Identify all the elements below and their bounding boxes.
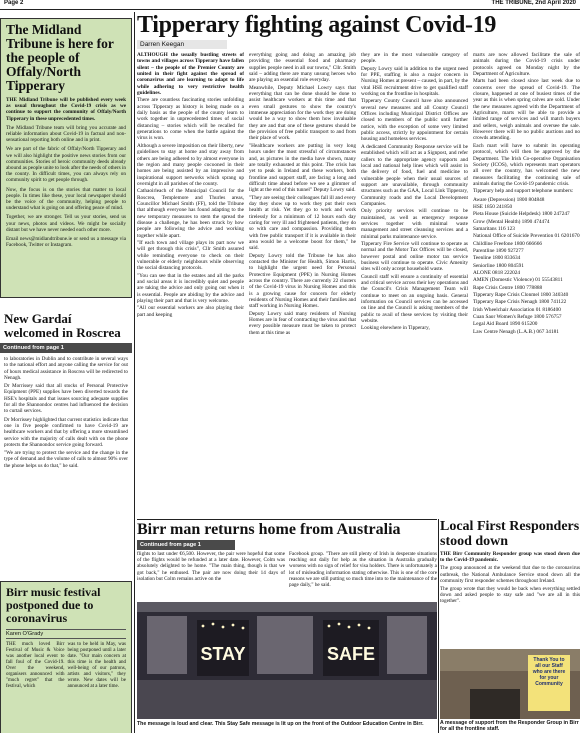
helpline-item: Tipperary Rape Crisis Clonmel 1800 340340: [473, 292, 569, 299]
article-column: [473, 52, 580, 514]
article-paragraph: There are countless fascinating stories unfolding across Tipperary as history is being made on a daily basis as the people of the county learn to work together in unprecedented times of social distancing – stories which will be recalled for generations to come when the battle against the virus is won.: [137, 97, 244, 142]
article-column: [137, 52, 244, 514]
gardai-paragraph: "We are trying to protect the service and the change in the type of demand and the volume of calls to almost 90% over the phone helps us do that," he said.: [4, 450, 128, 469]
main-article: [137, 12, 580, 517]
responder-illustration: [440, 649, 580, 719]
stay-safe-illustration: [137, 602, 437, 719]
left-sidebar: [0, 18, 132, 733]
article-paragraph: Marts had been closed since last week due to concerns over the spread of Covid-19. The closure, happened at one of busiest times of the year as this is when spring calves are sold. Under the new measures agreed with the Department of Agriculture, marts will be able to provide a limited range of services and will match buyers and sellers, weigh animals and oversee the sale. However there will be no public auctions and no crowds attending.: [473, 78, 580, 142]
article-paragraph: Looking elsewhere in Tipperary,: [361, 325, 430, 332]
helpline-item: Seniorline 1800 804591: [473, 262, 524, 269]
helpline-item: Irish Wheelchair Association 01 8186400: [473, 306, 561, 313]
helpline-item: Pieta House (Suicide Helpdesk) 1800 247247: [473, 211, 570, 218]
article-paragraph: Cathaoirleach of the Municipal Council for the Roscrea, Templemore and Thurles areas, Councillor Michael Smith (FF), told the Tribune that although everyone has found adapting to the new temporary measures to stem the spread the disease a challenge, he has been struck by how people are following the advice and working together while apart.: [137, 188, 244, 239]
photo-caption: The message is loud and clear. This Stay Safe message is lit up on the front of the Outdoor Education Centre in Birr.: [137, 721, 424, 727]
sign-text: Thank You to all our Staff who are there for your Community: [532, 657, 566, 687]
article-paragraph: "If each town and village plays its part now we will get through this crisis", Cllr Smith assured while reminding everyone to check on their vulnerable or elderly neighbours while observing the social distancing protocols.: [137, 239, 244, 272]
photo-caption: A message of support from the Responder Group in Birr for all the frontline staff.: [440, 720, 579, 732]
helpline-item: Rape Crisis Centre 1800 778888: [473, 284, 543, 291]
helpline-item: Teenline 1800 833634: [473, 255, 521, 262]
article-paragraph: Deputy Lowry told the Tribune he has also contacted the Minister for Health, Simon Harris, to highlight the urgent need for Personal Protective Equipment (PPE) in Nursing Homes across the country. There are currently 22 clusters of the Covid-19 virus in Nursing Homes and this is a growing cause for concern for elderly residents of Nursing Homes and their families and staff working in Nursing Homes.: [249, 252, 356, 310]
birr-article: [137, 519, 437, 733]
helpline-item: Childline Freefone 1800 666666: [473, 240, 542, 247]
stay-safe-photo: [137, 602, 437, 719]
article-paragraph: Tipperary County Council have also announced several new measures and all County Council Offices including Municipal District Offices are closed to members of the public until further notice, with the exception of some very limited public access, strictly by appointment for certain housing and homeless services.: [361, 98, 468, 143]
first-responders-headline: Local First Responders stood down: [440, 519, 580, 549]
article-paragraph: Tipperary Fire Service will continue to operate as normal and the Motor Tax Offices will be closed, however postal and online motor tax service business will continue to operate. Civic Amenity sites will only accept household waste.: [361, 240, 468, 273]
first-responders-paragraph: The group wrote that they would be back when everything settled down and asked people to stay safe and "we are all in this together".: [440, 586, 580, 605]
continued-bar: Continued from page 1: [0, 343, 132, 353]
article-paragraph: Deputy Lowry said in addition to the urgent need for PPE, staffing is also a major concern in Nursing Homes at present – caused, in part, by the vital HSE recruitment drive to get qualified staff working on the frontline in hospitals.: [361, 65, 468, 98]
main-byline: Darren Keegan: [137, 40, 227, 49]
midland-paragraph: We are part of the fabric of Offaly/North Tipperary and we will also highlight the positive news stories from our communities. Stories of heroic community deeds already abound as people unite to look after the needs of others in the county. In difficult times, you can always rely on community spirit to get people through.: [6, 146, 126, 184]
first-responders-paragraph: The group announced at the weekend that due to the coronavirus outbreak, the National Ambulance Service stood down all the community first responder schemes throughout Ireland.: [440, 565, 580, 584]
gardai-headline: New Gardaí welcomed in Roscrea: [4, 311, 121, 340]
festival-byline: Karen O'Grady: [6, 629, 126, 639]
festival-col: THE much loved Birr Festival of Music & Voice was another local event to fall foul of the Covid-19. Over the weekend, organisers announced with "much regret" that the festival, which: [6, 642, 65, 689]
responder-photo: [440, 649, 580, 719]
sign-text-right: SAFE: [326, 644, 376, 664]
article-paragraph: Although a severe imposition on their liberty, new guidelines to stay at home and stay away from others are being adhered to by almost everyone in the region and many people cocooned in their homes are being assisted by an impressive and inspirational support networks which sprang up overnight in all parishes of the county.: [137, 142, 244, 187]
midland-paragraph: Now, the focus is on the stories that matter to local people. In times like these, your local newspaper should be the voice of the community, helping people to understand what is going on and offering peace of mind.: [6, 186, 126, 212]
masthead: THE TRIBUNE, 2nd April 2020: [491, 0, 576, 6]
first-responders-lead: THE Birr Community Responder group was stood down due to the Covid-19 pandemic.: [440, 551, 580, 564]
midland-paragraph: Email news@midlandtribune.ie or send us a message via Facebook, Twitter or Instagram.: [6, 236, 126, 249]
article-paragraph: A dedicated Community Response service will be established which will act as a Signpost, and refer callers to the appropriate agency supports and local and national help lines which will assist in the delivery of food, fuel and medicine to vulnerable people when their usual sources of support are unavailable, through community structures such as the GAA, Local Link Tipperary, Community roads and the Local Development Companies.: [361, 143, 468, 207]
gardai-paragraph: to laboratories in Dublin and to contribute in several ways to the national effort and anyone calling the service for out of hours medical assistance in Roscrea will be redirected to Nenagh.: [4, 356, 128, 381]
article-paragraph: they are in the most vulnerable category of people.: [361, 52, 468, 65]
article-paragraph: "All our essential workers are also playing their part and keeping: [137, 305, 244, 318]
midland-title: The Midland Tribune is here for the people of Offaly/North Tipperary: [6, 22, 114, 93]
helpline-item: ALONE 0818 222024: [473, 270, 521, 276]
article-paragraph: Each mart will have to submit its operating protocol, which will then be approved by the Department. The Irish Co-operative Organisation Society (ICOS), which represents mart operators all over the country, has welcomed the new measures facilitating the continuing sale of animals during the Covid-19 pandemic crisis.: [473, 142, 580, 187]
gardai-article: [0, 308, 132, 578]
column-divider: [134, 12, 135, 733]
article-paragraph: "Healthcare workers are putting in very long hours under the most stressful of circumstances and, as pictures in the media have shown, many are totally exhausted at this point. The crisis has yet to peak in Ireland and these workers, both frontline and support staff, are facing a long and difficult time ahead before we see a glimmer of light at the end of this tunnel" Deputy Lowry said.: [249, 142, 356, 194]
article-paragraph: Only priority services will continue to be maintained, as well as emergency response services together with minimal waste management and street cleansing services and a minimal parks maintenance service.: [361, 208, 468, 240]
gardai-paragraph: Dr Morrissey said that all stocks of Personal Protective Equipment (PPE) supplies have been diverted towards the HSE's hospitals and that issues sourcing adequate supplies for all the Shannondoc centres had influenced the decision to curtail services.: [4, 383, 128, 415]
article-column: [361, 52, 468, 514]
article-paragraph: Council staff will ensure a continuity of essential and critical service across their key operations and the Council's Crisis Management Team will continue to meet on an ongoing basis. General information on Council services can be accessed on line and the Council is asking members of the public to avail of these services by visiting their website.: [361, 273, 468, 325]
helpline-item: Aware (Depression) 1800 804848: [473, 196, 545, 203]
main-headline: Tipperary fighting against Covid-19: [137, 12, 497, 38]
column-divider: [438, 519, 439, 733]
helpline-item: Samaritans 116 123: [473, 225, 515, 232]
helpline-item: Parentline 1890 927277: [473, 247, 524, 254]
birr-headline: Birr man returns home from Australia: [137, 519, 437, 538]
article-paragraph: Meanwhile, Deputy Michael Lowry says that everything that can be done should be done to assist healthcare workers at this time and that even small gestures to show the country's immense appreciation for the work they are doing would be a way to show them how invaluable they are and that one of these gestures should be the provision of free public transport to and from their place of work.: [249, 84, 356, 142]
article-column: [249, 52, 356, 514]
helpline-item: Legal Aid Board 1890 615200: [473, 321, 538, 328]
helpline-item: Tipperary Rape Crisis Nenagh 1800 741122: [473, 299, 567, 306]
sign-text-left: STAY: [200, 644, 246, 664]
festival-article: [0, 581, 132, 733]
helpline-item: Grow (Mental Health) 1890 474474: [473, 218, 550, 225]
page-number: Page 2: [4, 0, 24, 6]
article-paragraph: marts are now allowed facilitate the sale of animals during the Covid-19 crisis under protocols agreed on Monday night by the Department of Agriculture.: [473, 52, 580, 78]
helpline-item: Cuan Saor Women's Refuge 1800 576757: [473, 314, 562, 321]
helpline-item: National Office of Suicide Prevention 01 6201670: [473, 233, 580, 240]
midland-paragraph: Together, we are stronger. Tell us your stories, send us your news, photos and videos. We might be socially distant but we have never needed each other more.: [6, 214, 126, 233]
midland-tribune-box: [0, 18, 132, 298]
article-paragraph: "They are seeing their colleagues fall ill and every day they show up to work they put their own health at risk. Yet they go to work and work tirelessly for a minimum of 12 hours each day caring for very ill and frightened patients, they do so with care and compassion. Providing them with free public transport if it is available in their area would be a welcome boost for them," he said.: [249, 194, 356, 252]
page-header: [0, 0, 580, 10]
festival-headline: Birr music festival postponed due to coronavirus: [6, 585, 101, 625]
article-paragraph: everything going and doing an amazing job providing the essential food and pharmacy supplies people need in all our towns," Cllr. Smith said – adding there are many unsung heroes who are playing an essential role everyday.: [249, 52, 356, 84]
first-responders-article: [440, 519, 580, 733]
midland-lead: THE Midland Tribune will be published every week as usual throughout the Covid-19 crisis as we continue to support the community of Offaly/North Tipperary in these unprecedented times.: [6, 97, 126, 122]
helpline-item: HSE 1850 241850: [473, 203, 513, 210]
midland-paragraph: The Midland Tribune team will bring you accurate and reliable information about Covid-19 in factual and non-sensational reporting both online and in print.: [6, 124, 126, 144]
gardai-paragraph: Dr Morrissey highlighted that current statistics indicate that one in five people confirmed to have Covid-19 are healthcare workers and that by offering a more streamlined service with the majority of calls dealt with on the phone protects the Shannondoc service going forward.: [4, 416, 128, 448]
article-paragraph: "You can see that in the estates and all the parks and social areas it is incredibly quiet and people are taking the advice and only going out when it is essential. People are abiding by the advice and playing their part and that is very welcome.: [137, 272, 244, 305]
article-paragraph: Deputy Lowry said many residents of Nursing Homes are in fear of contracting the virus and that every possible measure must be taken to protect them at this time as: [249, 310, 356, 336]
birr-col: Facebook group. "There are still plenty of Irish in desperate situations reaching out daily for help as the situation in Australia gradually worsens with no sign of relief for visa holders. There is unfortunately a lot of misleading information stating otherwise. This is one of the core reasons we are still putting so much time into to the maintenance of the page daily," he said.: [289, 551, 437, 589]
festival-col: was to be held in May, was being postponed until a later date. "Our main concern at this time is the health and well-being of our patrons, artists and visitors," they wrote. New dates will be announced at a later time.: [67, 642, 126, 689]
continued-bar: Continued from page 1: [137, 540, 235, 550]
helpline-item: Law Centre Nenagh (L.A.B.) 067 34181: [473, 328, 559, 335]
helpline-item: AMEN (Domestic Violence) 01 55543811: [473, 277, 563, 284]
article-lead: ALTHOUGH the usually bustling streets of towns and villages across Tipperary have fallen silent – the people of the Premier County are united in their fight against the spread of coronavirus and are learning to adapt to life while adhering to very restrictive health guidelines.: [137, 52, 244, 97]
helpline-list: [473, 197, 580, 336]
helpline-heading: Tipperary help and support telephone numbers:: [473, 188, 574, 195]
birr-col: flights to last under €6,500. However, the pair were hopeful that some of the flights would be refunded at a later date. However, Colm was absolutely delighted to be home. "The main thing, though is that we got back," he enthused. The pair are now doing their 14 days of isolation but Colm remains active on the: [137, 551, 285, 582]
